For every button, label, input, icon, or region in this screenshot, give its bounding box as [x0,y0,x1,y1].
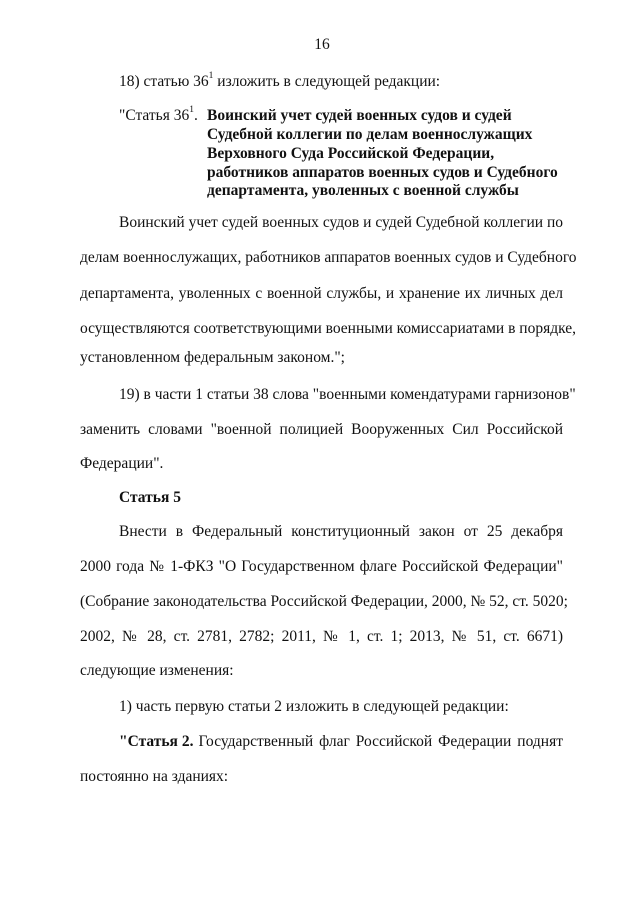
article-36-heading-line: Верховного Суда Российской Федерации, [207,145,495,162]
article-5-intro-line: (Собрание законодательства Российской Федерации, 2000, № 52, ст. 5020; [80,593,568,610]
article-5-intro-line: Внести в Федеральный конституционный закон от 25 декабря [119,523,563,540]
article-36-body-line: установленном федеральным законом."; [80,349,345,366]
article-36-body-line: департамента, уволенных с военной службы, и хранение их личных дел [80,285,563,302]
article-36-label [119,106,198,126]
article-36-body-line: Воинский учет судей военных судов и судей Судебной коллегии по [119,214,563,231]
item-19-line: 19) в части 1 статьи 38 слова "военными комендатурами гарнизонов" [119,386,576,403]
item-19-line: Федерации". [80,455,164,472]
article-5-heading: Статья 5 [119,489,181,506]
article-5-intro-line: 2002, № 28, ст. 2781, 2782; 2011, № 1, ст. 1; 2013, № 51, ст. 6671) [80,628,563,645]
item-19-line: заменить словами "военной полицией Вооруженных Сил Российской [80,421,563,438]
article-5-item-1: 1) часть первую статьи 2 изложить в следующей редакции: [119,698,509,715]
article-36-heading-line: Судебной коллегии по делам военнослужащих [207,126,533,143]
article-36-superscript: 1 [189,104,194,115]
article-5-intro-line: 2000 года № 1-ФКЗ "О Государственном флаге Российской Федерации" [80,558,563,575]
article-36-quote-pre: "Статья 36 [119,107,190,124]
item-18 [119,72,440,92]
article-36-heading-line: департамента, уволенных с военной службы [207,182,519,199]
article-36-heading-line: Воинский учет судей военных судов и судей [207,107,512,124]
article-2-label: "Статья 2. [119,733,194,750]
article-2-quote-continuation: постоянно на зданиях: [80,768,229,785]
article-2-text: Государственный флаг Российской Федерации поднят [198,733,563,750]
item-18-text-pre: 18) статью 36 [119,73,209,90]
article-5-intro-line: следующие изменения: [80,662,234,679]
article-36-heading-line: работников аппаратов военных судов и Судебного [207,164,558,181]
item-18-text-post: изложить в следующей редакции: [213,73,441,90]
page-number: 16 [314,36,330,53]
article-36-body-line: делам военнослужащих, работников аппаратов военных судов и Судебного [80,249,577,266]
article-36-quote-post: . [194,107,198,124]
item-18-superscript: 1 [208,70,214,81]
article-2-quote-line [119,732,563,752]
article-36-body-line: осуществляются соответствующими военными комиссариатами в порядке, [80,320,577,337]
